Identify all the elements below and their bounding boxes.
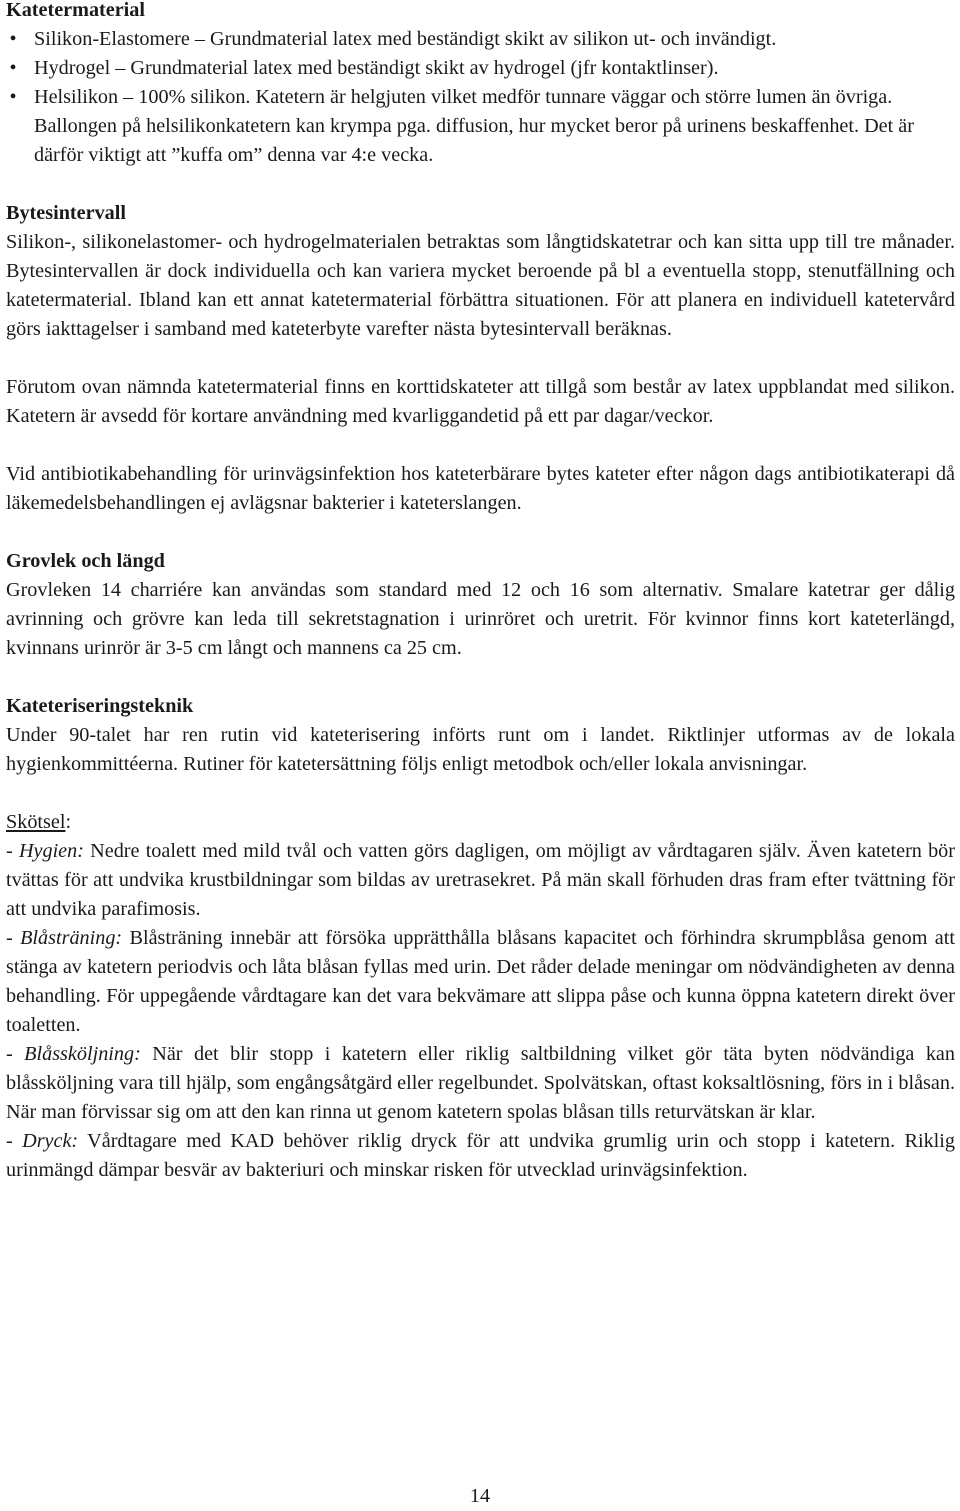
page-number: 14 bbox=[469, 1485, 491, 1507]
care-item-term: Dryck: bbox=[22, 1130, 79, 1152]
document-page bbox=[6, 0, 955, 1185]
list-item-text: Helsilikon – 100% silikon. Katetern är helgjuten vilket medför tunnare väggar och större lumen än övriga. Ballongen på helsilikonkatetern kan krympa pga. diffusion, hur mycket beror på urinens beskaffenhet. Det är därför viktigt att ”kuffa om” denna var 4:e vecka. bbox=[34, 86, 914, 166]
care-item-term: Blåsträning: bbox=[20, 927, 123, 949]
paragraph: Silikon-, silikonelastomer- och hydrogelmaterialen betraktas som långtidskatetrar och kan sitta upp till tre månader. Bytesintervallen är dock individuella och kan variera mycket beroende på bl a eventuella stopp, stenutfällning och katetermaterial. Ibland kan ett annat katetermaterial förbättra situationen. För att planera en individuell katetervård görs iakttagelser i samband med kateterbyte varefter nästa bytesintervall beräknas. bbox=[6, 231, 955, 340]
list-item bbox=[6, 54, 955, 83]
care-item-text: Nedre toalett med mild tvål och vatten görs dagligen, om möjligt av vårdtagaren själv. Även katetern bör tvättas för att undvika krustbildningar som bildas av uretrasekret. På män skall förhuden dras fram efter tvättning för att undvika parafimosis. bbox=[6, 840, 955, 920]
care-item-text: När det blir stopp i katetern eller riklig saltbildning vilket gör täta byten nödvändiga kan blåssköljning vara till hjälp, som engångsåtgärd eller regelbundet. Spolvätskan, oftast koksaltlösning, förs in i blåsan. När man förvissar sig om att den kan rinna ut genom katetern spolas blåsan tills returvätskan är klar. bbox=[6, 1043, 955, 1123]
heading-bytesintervall: Bytesintervall bbox=[6, 202, 126, 224]
paragraph: Vid antibiotikabehandling för urinvägsinfektion hos kateterbärare bytes kateter efter någon dags antibiotikaterapi då läkemedelsbehandlingen ej avlägsnar bakterier i kateterslangen. bbox=[6, 463, 955, 514]
care-item-blastraning bbox=[6, 924, 955, 1040]
list-item bbox=[6, 83, 955, 170]
care-item-dash: - bbox=[6, 840, 19, 862]
care-item-dash: - bbox=[6, 1043, 25, 1065]
care-item-term: Blåssköljning: bbox=[24, 1043, 141, 1065]
bullet-icon: • bbox=[9, 28, 17, 50]
skotsel-label-line bbox=[6, 808, 955, 837]
heading-grovlek: Grovlek och längd bbox=[6, 550, 165, 572]
care-item-text: Blåsträning innebär att försöka upprätthålla blåsans kapacitet och förhindra skrumpblåsa genom att stänga av katetern periodvis och låta blåsan fyllas med urin. Det råder delade meningar om nödvändigheten av denna behandling. För uppegående vårdtagare kan det vara bekvämare att slippa påse och kunna öppna katetern direkt över toaletten. bbox=[6, 927, 955, 1036]
material-list bbox=[6, 25, 955, 170]
list-item-text: Silikon-Elastomere – Grundmaterial latex med beständigt skikt av silikon ut- och invändigt. bbox=[34, 28, 777, 50]
paragraph: Grovleken 14 charriére kan användas som standard med 12 och 16 som alternativ. Smalare katetrar ger dålig avrinning och grövre kan leda till sekretstagnation i urinröret och uretrit. För kvinnor finns kort kateterlängd, kvinnans urinrör är 3-5 cm långt och mannens ca 25 cm. bbox=[6, 579, 955, 659]
care-item-blasskoljning bbox=[6, 1040, 955, 1127]
list-item bbox=[6, 25, 955, 54]
skotsel-label-colon: : bbox=[65, 811, 72, 833]
paragraph: Under 90-talet har ren rutin vid kateterisering införts runt om i landet. Riktlinjer utformas av de lokala hygienkommittéerna. Rutiner för katetersättning följs enligt metodbok och/eller lokala anvisningar. bbox=[6, 724, 955, 775]
care-item-dryck bbox=[6, 1127, 955, 1185]
care-item-dash: - bbox=[6, 927, 21, 949]
paragraph: Förutom ovan nämnda katetermaterial finns en korttidskateter att tillgå som består av latex uppblandat med silikon. Katetern är avsedd för kortare användning med kvarliggandetid på ett par dagar/veckor. bbox=[6, 376, 955, 427]
care-item-term: Hygien: bbox=[18, 840, 84, 862]
skotsel-label: Skötsel bbox=[6, 811, 66, 833]
care-item-hygien bbox=[6, 837, 955, 924]
bullet-icon: • bbox=[9, 57, 17, 79]
care-item-dash: - bbox=[6, 1130, 23, 1152]
list-item-text: Hydrogel – Grundmaterial latex med beständigt skikt av hydrogel (jfr kontaktlinser). bbox=[34, 57, 719, 79]
bullet-icon: • bbox=[9, 86, 17, 108]
care-item-text: Vårdtagare med KAD behöver riklig dryck för att undvika grumlig urin och stopp i katetern. Riklig urinmängd dämpar besvär av bakteriuri och minskar risken för utvecklad urinvägsinfektion. bbox=[6, 1130, 955, 1181]
heading-kateteriseringsteknik: Kateteriseringsteknik bbox=[6, 695, 194, 717]
heading-katetermaterial: Katetermaterial bbox=[6, 0, 145, 21]
